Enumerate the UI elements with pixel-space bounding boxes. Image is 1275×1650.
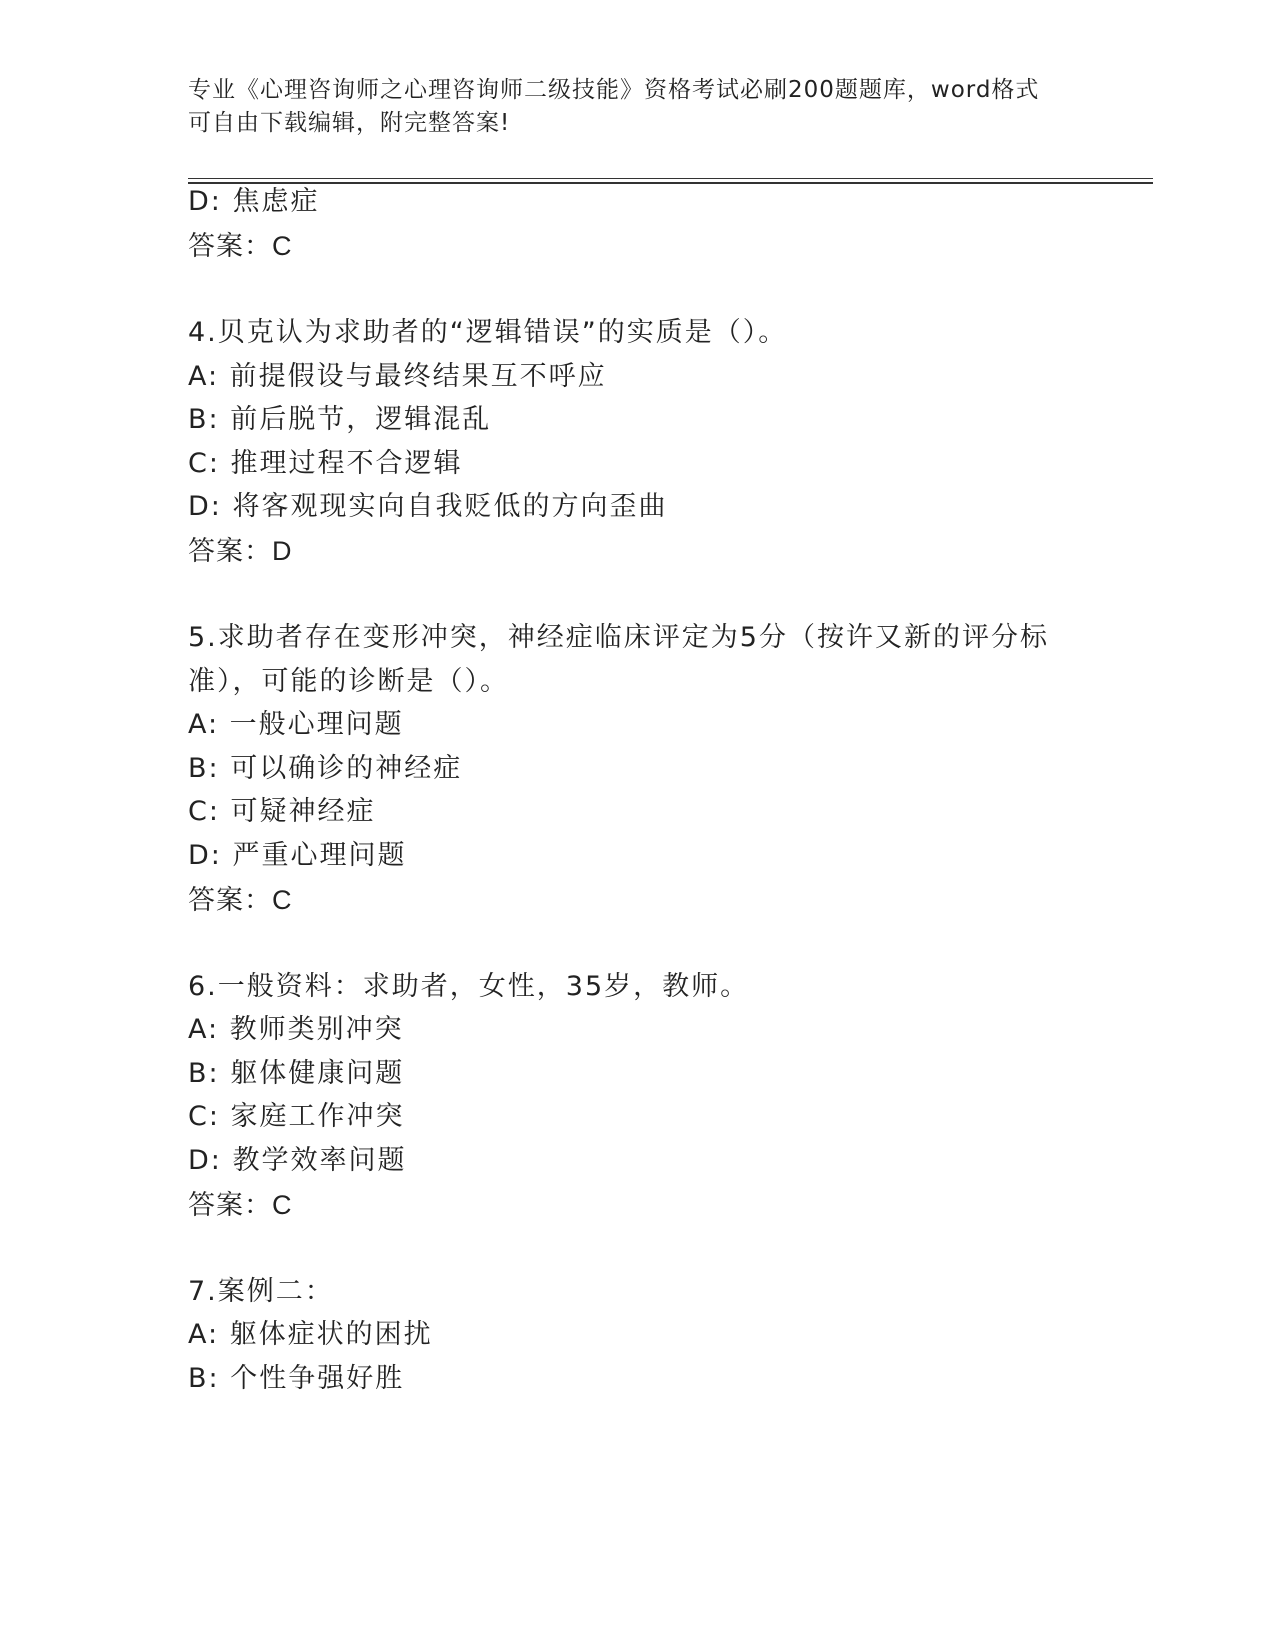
option-a: A: 教师类别冲突 [188, 1014, 404, 1045]
option-d: D: 严重心理问题 [188, 840, 407, 871]
document-header [188, 74, 1068, 140]
option-d: D: 焦虑症 [188, 186, 320, 217]
answer-line: 答案：D [188, 536, 293, 566]
header-title-line-2: 可自由下载编辑，附完整答案! [188, 110, 511, 136]
option-b: B: 躯体健康问题 [188, 1058, 405, 1089]
option-a: A: 前提假设与最终结果互不呼应 [188, 361, 607, 392]
question-stem-line-1: 5.求助者存在变形冲突，神经症临床评定为5分（按许又新的评分标 [188, 622, 1049, 653]
answer-line: 答案：C [188, 1190, 293, 1220]
option-a: A: 一般心理问题 [188, 709, 404, 740]
option-b: B: 可以确诊的神经症 [188, 753, 463, 784]
option-b: B: 个性争强好胜 [188, 1363, 405, 1394]
answer-line: 答案：C [188, 231, 293, 261]
option-d: D: 将客观现实向自我贬低的方向歪曲 [188, 491, 668, 522]
option-a: A: 躯体症状的困扰 [188, 1319, 433, 1350]
option-c: C: 推理过程不合逻辑 [188, 448, 463, 479]
option-d: D: 教学效率问题 [188, 1145, 407, 1176]
header-title-line-1: 专业《心理咨询师之心理咨询师二级技能》资格考试必刷200题题库，word格式 [188, 77, 1040, 103]
answer-line: 答案：C [188, 885, 293, 915]
question-stem-line-2: 准），可能的诊断是（）。 [188, 666, 509, 697]
header-divider-thick [188, 182, 1153, 184]
question-stem: 6.一般资料：求助者，女性，35岁，教师。 [188, 971, 750, 1002]
option-c: C: 可疑神经症 [188, 796, 376, 827]
question-stem: 4.贝克认为求助者的“逻辑错误”的实质是（）。 [188, 317, 788, 348]
header-divider-thin [188, 178, 1153, 179]
question-stem: 7.案例二： [188, 1276, 334, 1307]
option-c: C: 家庭工作冲突 [188, 1101, 405, 1132]
option-b: B: 前后脱节，逻辑混乱 [188, 404, 492, 435]
